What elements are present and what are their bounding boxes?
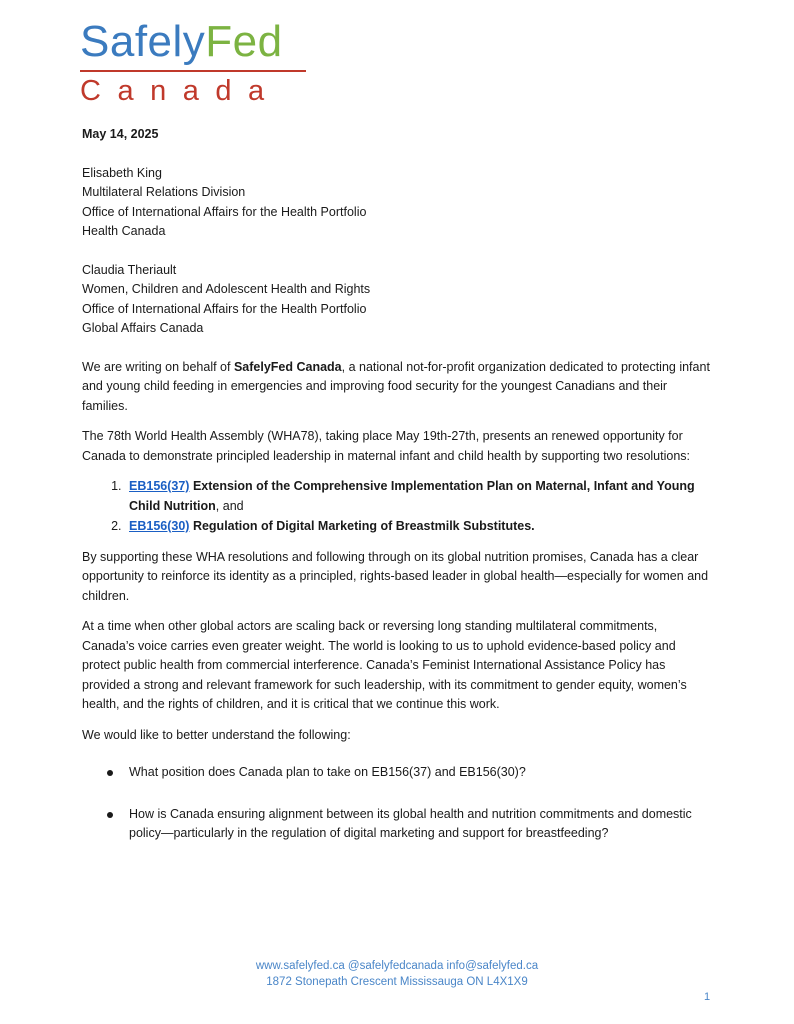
recipient-block-1 (82, 164, 712, 242)
recipient-office: Office of International Affairs for the Health Portfolio (82, 204, 367, 219)
safelyfed-logo (80, 17, 320, 107)
bullet-icon (107, 770, 113, 776)
footer-contact: www.safelyfed.ca @safelyfedcanada info@safelyfed.ca (255, 960, 539, 972)
org-name: SafelyFed Canada (233, 359, 342, 374)
logo-word-fed: Fed (205, 17, 283, 66)
recipient-division: Women, Children and Adolescent Health and Rights (82, 282, 371, 296)
resolutions-list (82, 477, 712, 537)
letter-date: May 14, 2025 (82, 127, 159, 141)
recipient-block-2 (82, 261, 712, 339)
footer-address: 1872 Stonepath Crescent Mississauga ON L4X1X9 (266, 976, 528, 988)
list-item: 1. EB156(37) Extension of the Comprehensive Implementation Plan on Maternal, Infant and Young Child Nutrition, and (125, 477, 712, 516)
support-paragraph: By supporting these WHA resolutions and following through on its global nutrition promises, Canada has a clear opportunity to reinforce its identity as a principled, rights-based leader in global health—especially for women and children. (82, 549, 709, 603)
wha-paragraph: The 78th World Health Assembly (WHA78), taking place May 19th-27th, presents an renewed opportunity for Canada to demonstrate principled leadership in maternal infant and child health by supporting two resolutions: (82, 429, 691, 463)
logo-divider (80, 70, 306, 72)
list-item: 2. EB156(30) Regulation of Digital Marketing of Breastmilk Substitutes. (125, 517, 712, 537)
bullet-icon (107, 812, 113, 818)
recipient-department: Health Canada (82, 224, 166, 238)
list-item: What position does Canada plan to take on EB156(37) and EB156(30)? (129, 763, 712, 783)
intro-paragraph: We are writing on behalf of SafelyFed Canada, a national not-for-profit organization dedicated to protecting infant and young child feeding in emergencies and improving food security for the youngest Canadians and their families. (82, 359, 710, 413)
context-paragraph: At a time when other global actors are scaling back or reversing long standing multilateral commitments, Canada’s voice carries even greater weight. The world is looking to us to uphold evidence-based policy and protect public health from commercial interference. Canada’s Feminist International Assistance Policy has provided a strong and relevant framework for such leadership, with its commitment to gender equity, women’s health, and the rights of children, and it is critical that we continue this work. (82, 619, 687, 711)
list-item: How is Canada ensuring alignment between its global health and nutrition commitments and domestic policy—particularly in the regulation of digital marketing and support for breastfeeding? (129, 805, 712, 844)
page-footer (0, 958, 794, 990)
recipient-office: Office of International Affairs for the Health Portfolio (82, 301, 367, 316)
letter-body (82, 125, 712, 866)
resolution-link-eb156-30[interactable]: EB156(30) (129, 519, 190, 533)
resolution-link-eb156-37[interactable]: EB156(37) (129, 479, 190, 493)
questions-list (82, 763, 712, 844)
logo-word-safely: Safely (80, 17, 206, 66)
questions-intro: We would like to better understand the following: (82, 727, 351, 742)
recipient-division: Multilateral Relations Division (82, 185, 246, 199)
page-number: 1 (704, 991, 711, 1003)
recipient-name: Claudia Theriault (82, 262, 177, 277)
recipient-department: Global Affairs Canada (82, 321, 204, 335)
logo-word-canada: Canada (80, 75, 281, 107)
recipient-name: Elisabeth King (82, 165, 162, 180)
